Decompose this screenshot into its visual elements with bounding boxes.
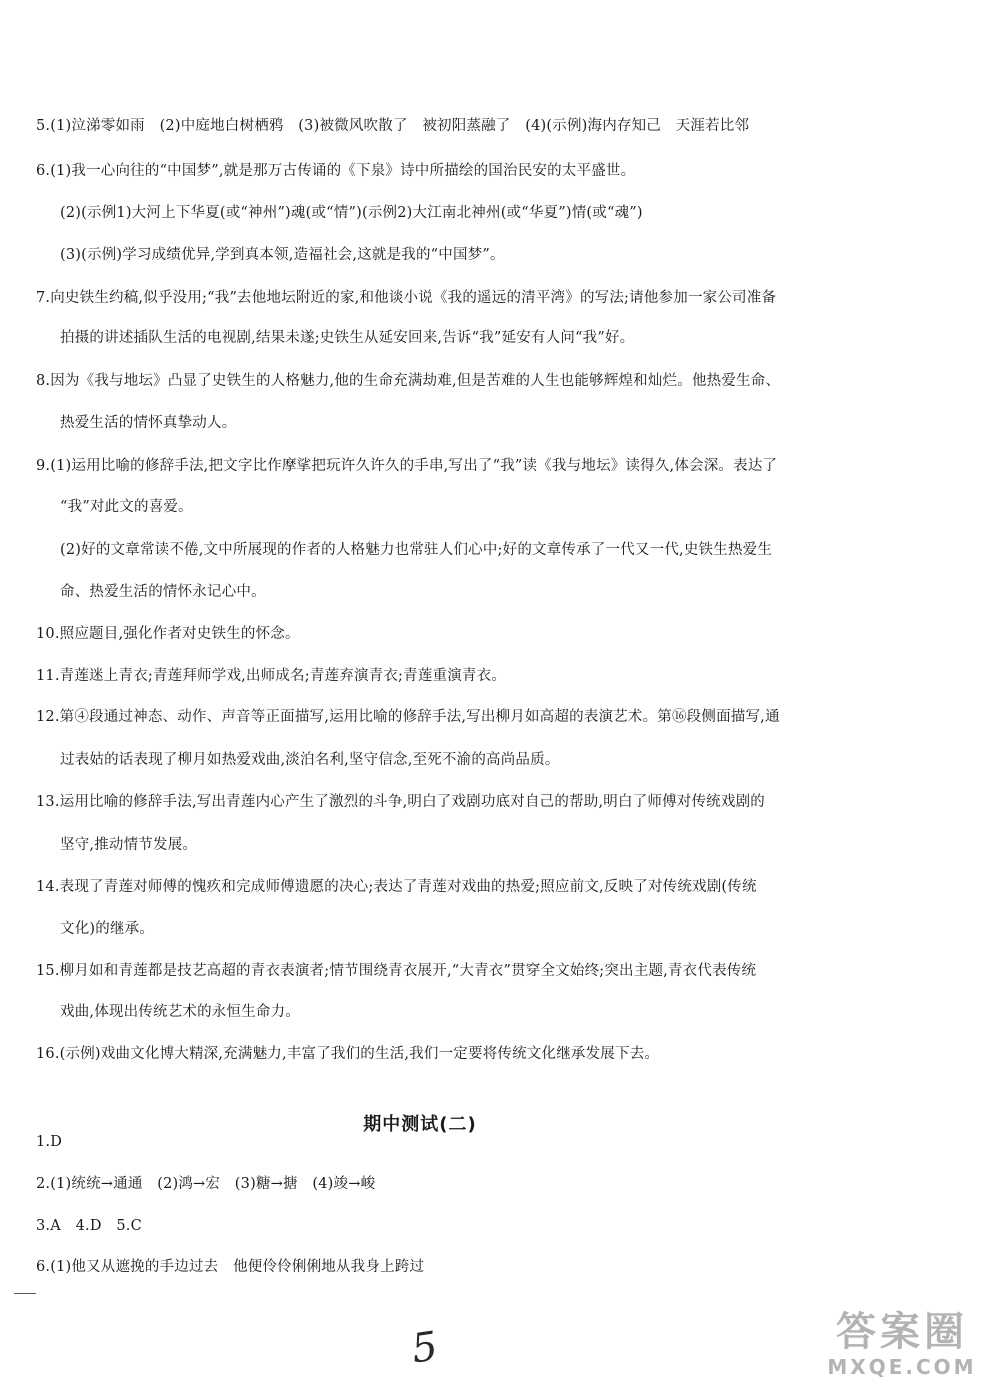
answer-line-12-cont: 过表姑的话表现了柳月如热爱戏曲,淡泊名利,坚守信念,至死不渝的高尚品质。 bbox=[60, 752, 560, 768]
section-answer-2: 2.(1)统统→通通 (2)鸿→宏 (3)糖→搪 (4)竣→峻 bbox=[36, 1176, 376, 1192]
margin-mark bbox=[14, 1293, 36, 1294]
answer-line-15: 15.柳月如和青莲都是技艺高超的青衣表演者;情节围绕青衣展开,“大青衣”贯穿全文始终;突出主题,青衣代表传统 bbox=[36, 963, 757, 979]
answer-line-13: 13.运用比喻的修辞手法,写出青莲内心产生了激烈的斗争,明白了戏剧功底对自己的帮助,明白了师傅对传统戏剧的 bbox=[36, 794, 765, 810]
answer-line-10: 10.照应题目,强化作者对史铁生的怀念。 bbox=[36, 626, 300, 642]
watermark-main: 答案圈 bbox=[836, 1309, 968, 1355]
answer-line-8-cont: 热爱生活的情怀真挚动人。 bbox=[60, 415, 237, 431]
answer-line-9-2-cont: 命、热爱生活的情怀永记心中。 bbox=[60, 584, 266, 600]
answer-line-6: 6.(1)我一心向往的“中国梦”,就是那万古传诵的《下泉》诗中所描绘的国治民安的太平盛世。 bbox=[36, 163, 636, 179]
section-answer-6: 6.(1)他又从遮挽的手边过去 他便伶伶俐俐地从我身上跨过 bbox=[36, 1259, 425, 1275]
answer-line-14-cont: 文化)的继承。 bbox=[60, 921, 155, 937]
answer-line-5: 5.(1)泣涕零如雨 (2)中庭地白树栖鸦 (3)被微风吹散了 被初阳蒸融了 (4)(示例)海内存知己 天涯若比邻 bbox=[36, 118, 750, 134]
watermark-logo bbox=[812, 1309, 992, 1389]
answer-line-11: 11.青莲迷上青衣;青莲拜师学戏,出师成名;青莲弃演青衣;青莲重演青衣。 bbox=[36, 668, 507, 684]
answer-line-14: 14.表现了青莲对师傅的愧疚和完成师傅遗愿的决心;表达了青莲对戏曲的热爱;照应前文,反映了对传统戏剧(传统 bbox=[36, 879, 757, 895]
section-answer-3: 3.A 4.D 5.C bbox=[36, 1218, 142, 1234]
section-answer-1: 1.D bbox=[36, 1134, 63, 1150]
answer-line-6-3: (3)(示例)学习成绩优异,学到真本领,造福社会,这就是我的“中国梦”。 bbox=[60, 247, 505, 263]
answer-line-12: 12.第④段通过神态、动作、声音等正面描写,运用比喻的修辞手法,写出柳月如高超的表演艺术。第⑯段侧面描写,通 bbox=[36, 709, 780, 725]
answer-line-9-2: (2)好的文章常读不倦,文中所展现的作者的人格魅力也常驻人们心中;好的文章传承了一代又一代,史铁生热爱生 bbox=[60, 542, 773, 558]
answer-line-7-cont: 拍摄的讲述插队生活的电视剧,结果未遂;史铁生从延安回来,告诉“我”延安有人问“我”好。 bbox=[60, 330, 635, 346]
answer-line-16: 16.(示例)戏曲文化博大精深,充满魅力,丰富了我们的生活,我们一定要将传统文化继承发展下去。 bbox=[36, 1046, 660, 1062]
watermark-sub: MXQE.COM bbox=[827, 1355, 977, 1379]
answer-line-8: 8.因为《我与地坛》凸显了史铁生的人格魅力,他的生命充满劫难,但是苦难的人生也能够辉煌和灿烂。他热爱生命、 bbox=[36, 373, 781, 389]
answer-line-15-cont: 戏曲,体现出传统艺术的永恒生命力。 bbox=[60, 1004, 301, 1020]
answer-line-9-cont: “我”对此文的喜爱。 bbox=[60, 499, 193, 515]
answer-line-9: 9.(1)运用比喻的修辞手法,把文字比作摩挲把玩许久许久的手串,写出了“我”读《我与地坛》读得久,体会深。表达了 bbox=[36, 458, 778, 474]
section-heading: 期中测试(二) bbox=[363, 1114, 477, 1135]
page-number: 5 bbox=[408, 1323, 441, 1373]
answer-line-13-cont: 坚守,推动情节发展。 bbox=[60, 837, 198, 853]
answer-line-7: 7.向史铁生约稿,似乎没用;“我”去他地坛附近的家,和他谈小说《我的遥远的清平湾》的写法;请他参加一家公司准备 bbox=[36, 290, 777, 306]
answer-line-6-2: (2)(示例1)大河上下华夏(或“神州”)魂(或“情”)(示例2)大江南北神州(或“华夏”)情(或“魂”) bbox=[60, 205, 643, 221]
